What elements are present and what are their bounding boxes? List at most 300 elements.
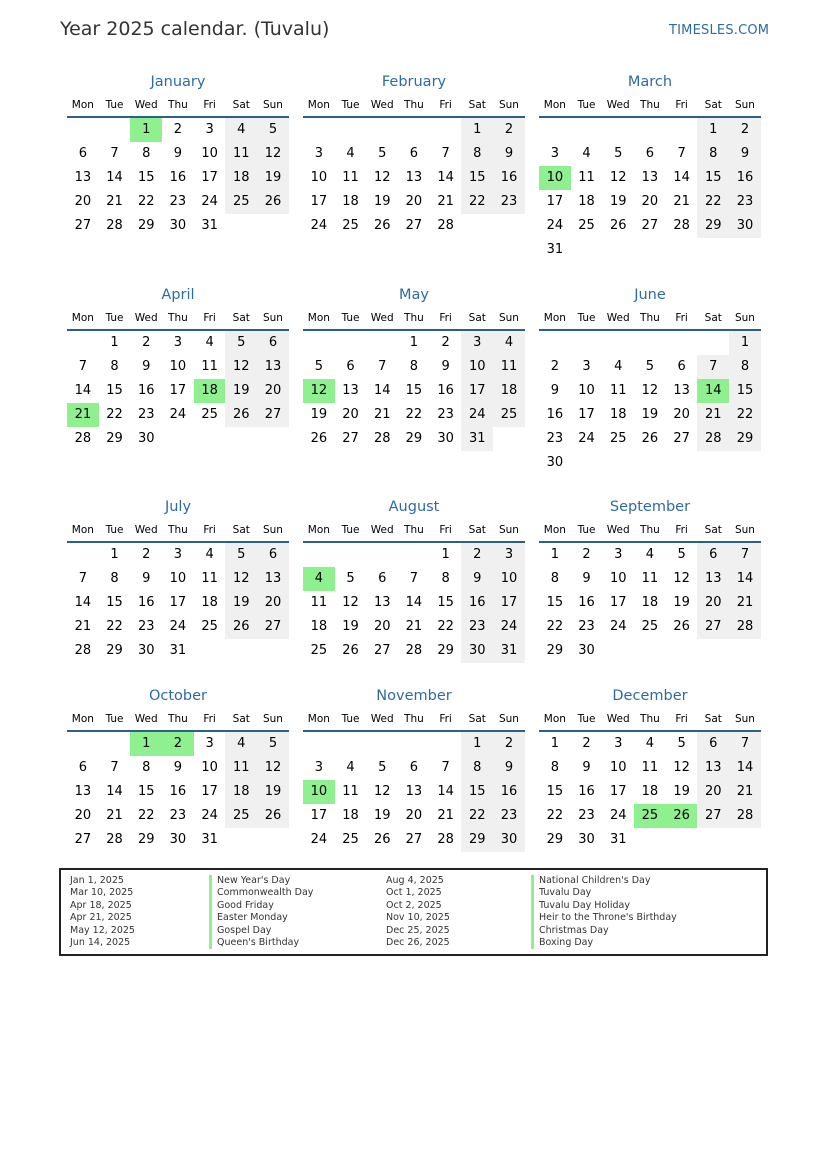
empty-cell [539,331,571,355]
legend-holiday-name: New Year's Day [209,875,313,887]
empty-cell [335,118,367,142]
weekday-label: Sun [262,713,283,725]
day-cell: 10 [609,571,627,586]
day-cell: 14 [437,784,454,799]
empty-cell [571,118,603,142]
day-cell: 16 [169,170,187,185]
weekday-label: Fri [439,99,452,111]
legend-holiday-name: Boxing Day [531,937,677,949]
day-cell: 1 [110,335,119,350]
day-cell: 13 [405,170,423,185]
day-cell: 17 [201,170,218,185]
day-cell: 7 [409,571,419,586]
day-cell: 25 [342,832,359,847]
day-cell: 25 [578,218,595,233]
day-cell: 10 [201,146,218,161]
weekday-label: Thu [640,99,660,111]
day-cell: 24 [169,407,187,422]
day-cell: 15 [729,379,761,403]
weekday-label: Sat [232,713,250,725]
legend-holiday-name: Gospel Day [209,925,313,937]
weekday-label: Tue [577,312,596,324]
day-cell: 1 [550,736,559,751]
weekday-label: Fri [203,713,216,725]
weekday-label: Tue [105,524,124,536]
day-cell: 29 [546,643,564,658]
day-cell: 20 [342,407,359,422]
day-cell: 3 [614,736,623,751]
day-grid [539,543,761,663]
day-cell: 12 [225,355,257,379]
month-name: October [148,688,208,704]
month-december [539,686,761,852]
weekday-label: Wed [370,99,394,111]
day-cell: 23 [437,407,454,422]
weekday-label: Tue [341,713,360,725]
legend-holiday-name: Easter Monday [209,912,313,924]
day-cell: 12 [609,170,627,185]
day-cell: 5 [225,331,257,355]
holiday-day-cell: 4 [303,567,335,591]
legend-date: Jun 14, 2025 [70,936,131,948]
legend-date: Jan 1, 2025 [70,875,124,886]
weekday-label: Sat [468,713,486,725]
day-cell: 5 [378,146,387,161]
day-cell: 26 [641,431,659,446]
weekday-header [67,94,289,118]
day-cell: 25 [201,619,218,634]
weekday-label: Wed [134,312,158,324]
weekday-label: Fri [675,312,688,324]
day-cell: 6 [409,146,419,161]
day-cell: 20 [405,808,423,823]
day-cell: 14 [106,784,123,799]
day-cell: 2 [550,359,559,374]
day-cell: 5 [645,359,655,374]
weekday-label: Wed [606,99,630,111]
day-cell: 16 [169,784,187,799]
day-cell: 16 [137,595,155,610]
day-cell: 6 [257,543,289,567]
day-cell: 25 [641,619,659,634]
month-name: April [161,287,195,303]
month-november [303,686,525,852]
day-cell: 9 [493,756,525,780]
day-cell: 24 [201,808,218,823]
day-cell: 15 [546,784,564,799]
day-cell: 21 [729,780,761,804]
day-cell: 19 [225,379,257,403]
day-cell: 9 [493,142,525,166]
day-cell: 20 [641,194,659,209]
day-cell: 23 [578,619,595,634]
day-cell: 9 [173,146,183,161]
day-cell: 28 [729,804,761,828]
day-cell: 15 [461,780,493,804]
day-cell: 8 [110,571,119,586]
day-cell: 27 [405,832,423,847]
weekday-label: Sun [734,713,755,725]
day-cell: 16 [578,784,595,799]
day-cell: 11 [578,170,595,185]
weekday-label: Sun [498,312,519,324]
brand-link[interactable]: TIMESLES.COM [669,23,770,38]
day-cell: 22 [437,619,454,634]
weekday-label: Mon [543,312,566,324]
day-cell: 5 [677,736,686,751]
weekday-label: Mon [307,524,330,536]
day-cell: 10 [169,359,187,374]
day-cell: 13 [74,170,92,185]
day-cell: 14 [373,383,391,398]
day-cell: 7 [729,732,761,756]
day-cell: 3 [493,543,525,567]
weekday-label: Sat [468,524,486,536]
day-cell: 5 [257,732,289,756]
day-cell: 31 [546,242,564,257]
day-cell: 15 [405,383,423,398]
weekday-label: Thu [404,99,424,111]
day-cell: 6 [257,331,289,355]
day-cell: 5 [614,146,623,161]
legend-date: Apr 21, 2025 [70,912,132,924]
day-cell: 19 [609,194,627,209]
legend-date: May 12, 2025 [70,924,135,936]
empty-cell [366,732,398,756]
weekday-label: Mon [307,713,330,725]
day-cell: 2 [441,335,450,350]
day-cell: 27 [697,615,729,639]
day-cell: 13 [74,784,92,799]
day-cell: 26 [225,403,257,427]
day-cell: 15 [546,595,564,610]
day-cell: 20 [373,619,391,634]
legend-holiday-name: Good Friday [209,900,313,912]
day-cell: 26 [373,218,391,233]
day-cell: 19 [641,407,659,422]
day-cell: 31 [201,832,218,847]
holiday-day-cell: 26 [666,804,698,828]
day-cell: 20 [257,591,289,615]
day-cell: 24 [546,218,564,233]
weekday-label: Sat [232,312,250,324]
month-july [67,497,289,663]
day-cell: 2 [493,118,525,142]
day-cell: 27 [257,615,289,639]
day-cell: 8 [409,359,419,374]
day-cell: 10 [169,571,187,586]
weekday-label: Mon [71,312,94,324]
weekday-label: Fri [439,312,452,324]
weekday-label: Wed [134,99,158,111]
day-cell: 27 [342,431,359,446]
weekday-label: Fri [203,312,216,324]
day-cell: 29 [106,643,123,658]
day-cell: 21 [697,403,729,427]
day-cell: 5 [677,547,686,562]
day-cell: 7 [729,543,761,567]
weekday-label: Wed [370,312,394,324]
weekday-label: Thu [168,524,188,536]
day-cell: 13 [697,756,729,780]
day-cell: 28 [437,218,454,233]
day-cell: 9 [550,383,559,398]
legend-holiday-name: Tuvalu Day Holiday [531,900,677,912]
day-cell: 29 [137,832,155,847]
day-grid [539,331,761,475]
day-cell: 28 [673,218,690,233]
day-cell: 24 [169,619,187,634]
day-cell: 17 [310,808,328,823]
legend-dates-right [386,875,450,949]
page-title: Year 2025 calendar. (Tuvalu) [60,18,330,40]
day-cell: 27 [405,218,423,233]
day-cell: 9 [582,571,591,586]
weekday-label: Thu [168,713,188,725]
day-cell: 3 [173,547,183,562]
day-cell: 18 [342,808,359,823]
day-cell: 11 [342,784,359,799]
day-cell: 7 [677,146,686,161]
day-cell: 11 [609,383,627,398]
legend-holiday-name: Christmas Day [531,925,677,937]
day-cell: 24 [461,403,493,427]
day-cell: 4 [645,547,655,562]
day-cell: 30 [729,214,761,238]
day-cell: 12 [257,756,289,780]
day-cell: 21 [373,407,391,422]
day-cell: 22 [461,804,493,828]
day-cell: 17 [578,407,595,422]
empty-cell [303,331,335,355]
day-cell: 9 [142,359,151,374]
day-cell: 17 [201,784,218,799]
day-cell: 6 [677,359,686,374]
day-cell: 3 [314,146,323,161]
weekday-label: Mon [71,99,94,111]
day-cell: 3 [173,335,183,350]
weekday-label: Sun [734,99,755,111]
weekday-label: Tue [341,312,360,324]
day-cell: 9 [582,760,591,775]
weekday-label: Tue [105,713,124,725]
day-cell: 2 [729,118,761,142]
day-cell: 23 [461,615,493,639]
weekday-label: Mon [307,99,330,111]
day-cell: 13 [342,383,359,398]
day-cell: 31 [201,218,218,233]
day-cell: 6 [645,146,655,161]
weekday-label: Sun [734,524,755,536]
day-cell: 17 [169,595,187,610]
day-cell: 15 [437,595,454,610]
holiday-day-cell: 25 [634,804,666,828]
weekday-label: Mon [543,524,566,536]
day-cell: 14 [437,170,454,185]
weekday-label: Sat [704,312,722,324]
day-cell: 19 [257,780,289,804]
weekday-label: Tue [577,713,596,725]
day-cell: 31 [461,427,493,451]
weekday-label: Tue [577,524,596,536]
day-cell: 26 [257,804,289,828]
day-cell: 24 [310,832,328,847]
day-cell: 15 [697,166,729,190]
day-cell: 18 [493,379,525,403]
day-cell: 4 [225,118,257,142]
day-cell: 1 [729,331,761,355]
holiday-day-cell: 12 [303,379,335,403]
month-name: February [381,74,447,90]
legend-holiday-name: Heir to the Throne's Birthday [531,912,677,924]
day-cell: 16 [493,166,525,190]
legend-holiday-name: Commonwealth Day [209,887,313,899]
empty-cell [666,331,698,355]
weekday-header [67,519,289,543]
weekday-label: Wed [370,713,394,725]
day-cell: 15 [461,166,493,190]
day-cell: 10 [609,760,627,775]
day-cell: 2 [582,736,591,751]
month-name: June [634,287,666,303]
day-cell: 20 [697,780,729,804]
empty-cell [335,543,367,567]
day-cell: 1 [697,118,729,142]
empty-cell [398,118,430,142]
day-cell: 12 [641,383,659,398]
day-cell: 30 [578,643,595,658]
day-cell: 24 [493,615,525,639]
day-cell: 14 [106,170,123,185]
day-cell: 18 [225,166,257,190]
day-cell: 26 [342,643,359,658]
day-cell: 1 [461,118,493,142]
weekday-label: Fri [439,713,452,725]
day-cell: 27 [373,643,391,658]
day-grid [303,732,525,852]
day-cell: 24 [201,194,218,209]
day-cell: 30 [169,832,187,847]
weekday-label: Mon [543,713,566,725]
day-cell: 6 [78,760,87,775]
day-cell: 29 [405,431,423,446]
holiday-day-cell: 18 [194,379,226,403]
day-cell: 26 [310,431,328,446]
legend-date: Nov 10, 2025 [386,912,450,924]
day-cell: 11 [225,756,257,780]
day-cell: 7 [441,760,450,775]
day-cell: 25 [201,407,218,422]
day-cell: 23 [137,407,155,422]
day-cell: 11 [201,571,218,586]
day-cell: 8 [461,756,493,780]
day-cell: 17 [169,383,187,398]
legend-date: Apr 18, 2025 [70,899,132,911]
day-cell: 12 [342,595,359,610]
day-cell: 23 [493,190,525,214]
day-cell: 22 [461,190,493,214]
day-cell: 27 [641,218,659,233]
weekday-label: Tue [105,99,124,111]
day-cell: 21 [673,194,690,209]
day-cell: 1 [550,547,559,562]
day-cell: 13 [373,595,391,610]
weekday-label: Fri [439,524,452,536]
legend-holiday-name: Queen's Birthday [209,937,313,949]
empty-cell [303,543,335,567]
day-cell: 7 [110,760,119,775]
day-cell: 2 [173,122,183,137]
weekday-label: Fri [675,99,688,111]
weekday-label: Thu [640,524,660,536]
day-grid [303,118,525,238]
day-cell: 10 [310,170,328,185]
day-cell: 16 [461,591,493,615]
day-cell: 7 [697,355,729,379]
day-cell: 4 [582,146,591,161]
day-cell: 25 [225,804,257,828]
day-cell: 14 [74,383,92,398]
day-cell: 21 [106,808,123,823]
day-grid [303,331,525,451]
day-cell: 11 [641,760,659,775]
day-cell: 13 [673,383,690,398]
day-cell: 16 [729,166,761,190]
empty-cell [430,118,462,142]
weekday-header [539,94,761,118]
day-cell: 18 [641,595,659,610]
day-cell: 7 [110,146,119,161]
day-cell: 28 [373,431,391,446]
empty-cell [303,118,335,142]
empty-cell [366,118,398,142]
day-cell: 7 [78,571,87,586]
day-cell: 30 [137,431,155,446]
empty-cell [398,543,430,567]
legend-date: Oct 2, 2025 [386,899,442,911]
weekday-header [67,307,289,331]
day-cell: 17 [493,591,525,615]
weekday-label: Sat [704,524,722,536]
weekday-label: Mon [71,524,94,536]
day-cell: 30 [437,431,454,446]
day-cell: 16 [578,595,595,610]
weekday-label: Thu [404,312,424,324]
day-cell: 5 [346,571,355,586]
month-name: May [399,287,429,303]
day-cell: 22 [106,407,123,422]
day-cell: 8 [729,355,761,379]
day-cell: 10 [578,383,595,398]
day-grid [67,543,289,663]
weekday-label: Wed [134,524,158,536]
day-cell: 2 [142,547,151,562]
weekday-label: Mon [307,312,330,324]
day-cell: 14 [405,595,423,610]
day-cell: 28 [697,427,729,451]
day-cell: 29 [729,427,761,451]
day-cell: 4 [645,736,655,751]
day-cell: 25 [493,403,525,427]
day-cell: 27 [74,832,92,847]
month-september [539,497,761,663]
day-cell: 19 [342,619,359,634]
day-cell: 30 [493,828,525,852]
day-cell: 24 [578,431,595,446]
day-cell: 11 [225,142,257,166]
holiday-legend [59,868,768,956]
day-cell: 9 [173,760,183,775]
